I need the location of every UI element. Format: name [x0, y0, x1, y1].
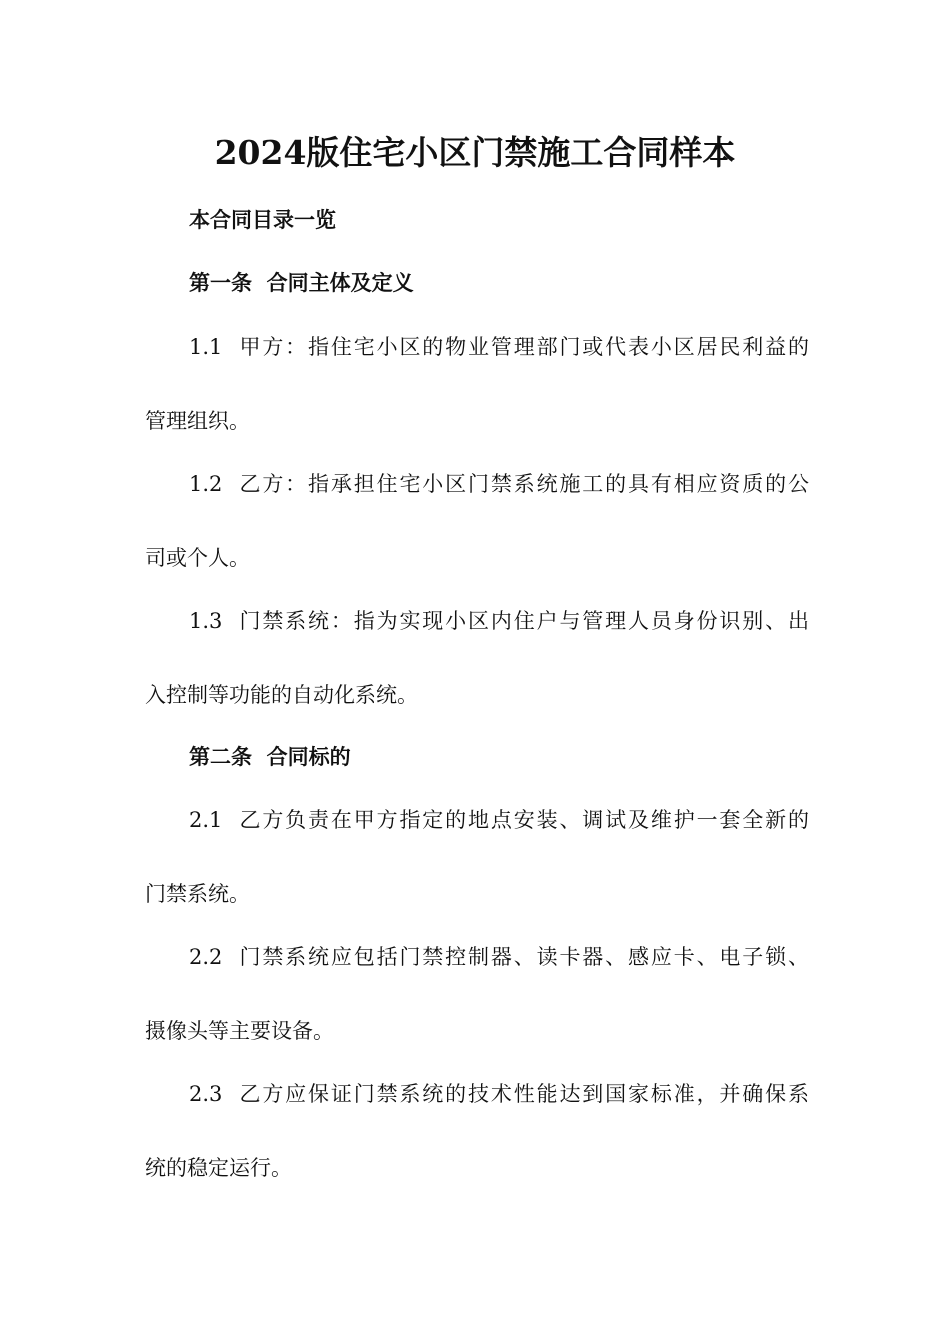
clause-1-2-line1: 1.2 乙方：指承担住宅小区门禁系统施工的具有相应资质的公 — [189, 472, 809, 496]
clause-2-1-line2: 门禁系统。 — [145, 882, 250, 906]
clause-2-2-line2: 摄像头等主要设备。 — [145, 1019, 334, 1043]
clause-1-3-line2: 入控制等功能的自动化系统。 — [145, 683, 418, 707]
clause-2-3-line1: 2.3 乙方应保证门禁系统的技术性能达到国家标准，并确保系 — [189, 1082, 809, 1106]
document-title: 2024版住宅小区门禁施工合同样本 — [214, 133, 736, 172]
clause-2-3-line2: 统的稳定运行。 — [145, 1156, 292, 1180]
clause-1-3-line1: 1.3 门禁系统：指为实现小区内住户与管理人员身份识别、出 — [189, 609, 809, 633]
article-1-heading: 第一条 合同主体及定义 — [189, 271, 414, 295]
clause-1-1-line2: 管理组织。 — [145, 409, 250, 433]
clause-2-2-line1: 2.2 门禁系统应包括门禁控制器、读卡器、感应卡、电子锁、 — [189, 945, 809, 969]
clause-1-2-line2: 司或个人。 — [145, 546, 250, 570]
clause-2-1-line1: 2.1 乙方负责在甲方指定的地点安装、调试及维护一套全新的 — [189, 808, 809, 832]
article-2-heading: 第二条 合同标的 — [189, 745, 351, 769]
clause-1-1-line1: 1.1 甲方：指住宅小区的物业管理部门或代表小区居民利益的 — [189, 335, 809, 359]
toc-heading: 本合同目录一览 — [189, 208, 336, 232]
